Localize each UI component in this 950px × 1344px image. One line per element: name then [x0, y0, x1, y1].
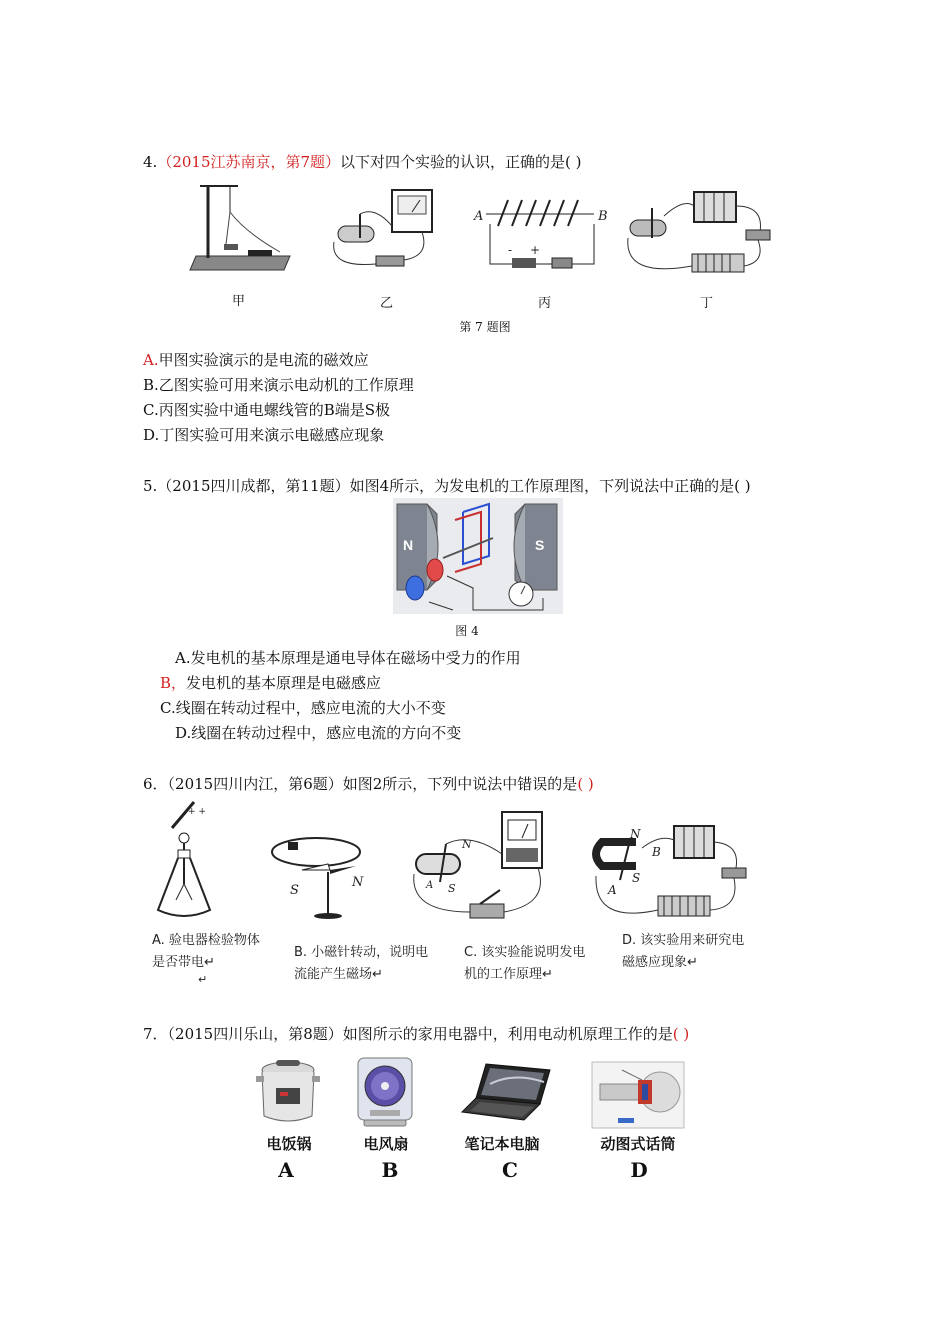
q6-option-c-line2: 机的工作原理↵ — [464, 967, 553, 982]
q6-option-d-line2: 磁感应现象↵ — [622, 955, 698, 970]
q6-fig-generator — [410, 808, 560, 928]
q6-stem — [143, 774, 594, 794]
q7-stem-text: 7．（2015四川乐山，第8题）如图所示的家用电器中，利用电动机原理工作的是 — [143, 1025, 673, 1043]
q5-option-b — [160, 673, 381, 693]
q4-option-a-text: 甲图实验演示的是电流的磁效应 — [158, 351, 369, 369]
q6-fig-c-s: S — [448, 882, 456, 895]
q4-fig-bing — [472, 194, 612, 276]
q4-option-d: D.丁图实验可用来演示电磁感应现象 — [143, 426, 385, 444]
q5-magnet-s: S — [535, 537, 545, 553]
q7-item-d-letter: D — [630, 1158, 648, 1182]
q5-option-d: D.线圈在转动过程中，感应电流的方向不变 — [175, 724, 462, 742]
q6-fig-d-a: A — [608, 883, 617, 897]
q6-needle-n: N — [352, 875, 364, 890]
q4-fig-yi — [330, 186, 440, 278]
q6-fig-d-n: N — [630, 827, 641, 841]
q4-fig-caption: 第 7 题图 — [459, 320, 511, 334]
q6-option-c — [464, 942, 585, 986]
q4-option-b: B.乙图实验可用来演示电动机的工作原理 — [143, 376, 414, 394]
q7-laptop-image — [460, 1062, 552, 1124]
q7-answer-paren: ( ) — [672, 1025, 690, 1043]
q7-item-b-name: 电风扇 — [363, 1135, 409, 1153]
q4-battery-plus: + — [530, 243, 541, 257]
q5-option-a: A.发电机的基本原理是通电导体在磁场中受力的作用 — [175, 649, 521, 667]
q7-stem — [143, 1024, 689, 1044]
q4-fig-ding — [624, 186, 774, 286]
q6-option-a-line1: A. 验电器检验物体 — [152, 933, 260, 948]
q6-option-b-line1: B. 小磁针转动，说明电 — [294, 945, 429, 960]
q6-option-c-line1: C. 该实验能说明发电 — [464, 945, 586, 960]
q4-option-a — [143, 350, 369, 370]
q5-generator-figure — [393, 498, 563, 614]
q4-battery-minus: - — [508, 243, 513, 257]
q6-option-a-line3: ↵ — [198, 973, 208, 986]
q5-option-b-text: 发电机的基本原理是电磁感应 — [186, 674, 382, 692]
q4-number: 4. — [143, 153, 158, 171]
q5-option-c: C.线圈在转动过程中，感应电流的大小不变 — [160, 699, 446, 717]
q4-coil-b: B — [598, 209, 608, 224]
q4-option-c: C.丙图实验中通电螺线管的B端是S极 — [143, 401, 391, 419]
q5-option-b-letter: B， — [160, 674, 187, 692]
q4-label-bing: 丙 — [538, 296, 552, 311]
q6-option-a — [152, 930, 260, 986]
q6-option-b-line2: 流能产生磁场↵ — [294, 967, 383, 982]
q6-fig-induction — [590, 820, 750, 932]
q7-item-a-name: 电饭锅 — [266, 1135, 312, 1153]
q6-needle-s: S — [290, 883, 299, 898]
q4-label-ding: 丁 — [700, 296, 714, 311]
q4-source: （2015江苏南京，第7题） — [157, 153, 341, 171]
q7-electric-fan-image — [354, 1056, 416, 1128]
q4-coil-a: A — [474, 209, 484, 224]
q6-fig-needle — [268, 830, 368, 920]
q6-fig-c-n: N — [462, 838, 472, 851]
q7-item-b-letter: B — [381, 1158, 399, 1182]
q4-stem — [143, 152, 582, 172]
q6-option-d-line1: D. 该实验用来研究电 — [622, 933, 745, 948]
q7-item-c-letter: C — [502, 1158, 518, 1182]
q6-answer-paren: ( ) — [577, 775, 594, 793]
q7-microphone-image — [592, 1062, 684, 1128]
q7-item-c-name: 笔记本电脑 — [464, 1135, 540, 1153]
q6-fig-electroscope — [150, 800, 220, 924]
q6-option-a-line2: 是否带电↵ — [152, 955, 215, 970]
svg-text:A: A — [426, 880, 434, 891]
q4-stem-text: 以下对四个实验的认识，正确的是( ) — [340, 153, 582, 171]
q6-fig-d-b: B — [652, 845, 661, 859]
q4-fig-jia — [190, 182, 300, 274]
q7-rice-cooker-image — [256, 1058, 322, 1128]
q4-option-a-letter: A. — [143, 351, 159, 369]
q7-item-a-letter: A — [278, 1158, 294, 1182]
q5-stem: 5.（2015四川成都，第11题）如图4所示，为发电机的工作原理图，下列说法中正确的是( ) — [143, 477, 751, 495]
q7-item-d-name: 动图式话筒 — [600, 1135, 676, 1153]
q6-option-d — [622, 930, 744, 974]
q6-fig-d-s: S — [632, 871, 641, 885]
q5-fig-caption: 图 4 — [455, 624, 479, 638]
q6-option-b — [294, 942, 428, 986]
q4-label-yi: 乙 — [380, 296, 394, 311]
q4-label-jia: 甲 — [232, 294, 246, 309]
q6-stem-text: 6．（2015四川内江，第6题）如图2所示，下列中说法中错误的是 — [143, 775, 578, 793]
svg-text:+ +: + + — [188, 807, 206, 817]
q5-magnet-n: N — [403, 537, 414, 553]
